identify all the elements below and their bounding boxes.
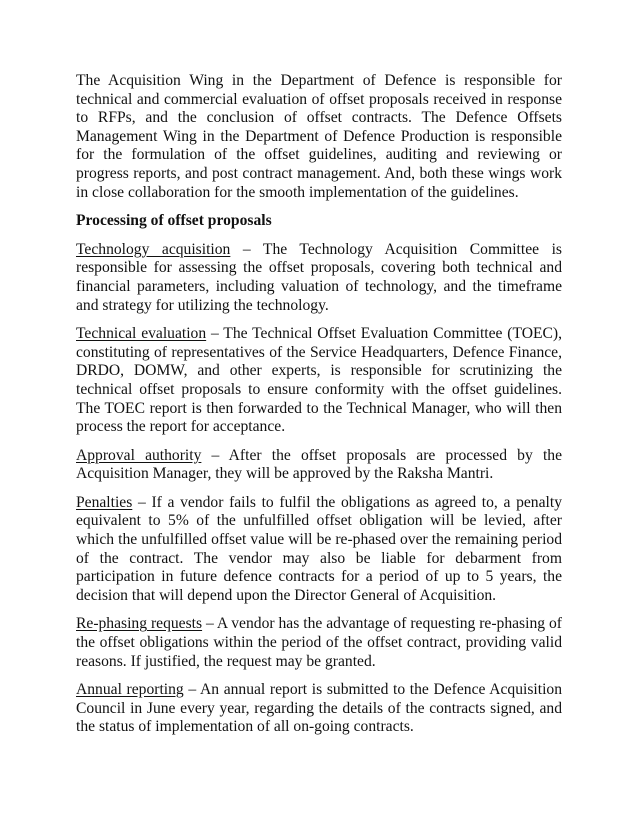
document-page <box>76 72 562 747</box>
term-approval-authority: Approval authority <box>76 446 202 464</box>
paragraph-annual-reporting <box>76 681 562 737</box>
paragraph-technology-acquisition <box>76 241 562 315</box>
text-approval-authority: – After the offset proposals are processed by the Acquisition Manager, they will be approved by the Raksha Mantri. <box>76 446 562 483</box>
term-penalties: Penalties <box>76 493 133 511</box>
intro-paragraph: The Acquisition Wing in the Department of Defence is responsible for technical and commercial evaluation of offset proposals received in response to RFPs, and the conclusion of offset contracts. The Defence Offsets Management Wing in the Department of Defence Production is responsible for the formulation of the offset guidelines, auditing and reviewing or progress reports, and post contract management. And, both these wings work in close collaboration for the smooth implementation of the guidelines. <box>76 72 562 201</box>
text-penalties: – If a vendor fails to fulfil the obligations as agreed to, a penalty equivalent to 5% of the unfulfilled offset obligation will be levied, after which the unfulfilled offset value will be re-phased over the remaining period of the contract. The vendor may also be liable for debarment from participation in future defence contracts for a period of up to 5 years, the decision that will depend upon the Director General of Acquisition. <box>76 493 562 604</box>
section-heading: Processing of offset proposals <box>76 212 272 230</box>
term-annual-reporting: Annual reporting <box>76 681 184 699</box>
paragraph-approval-authority <box>76 447 562 484</box>
paragraph-technical-evaluation <box>76 325 562 437</box>
term-technology-acquisition: Technology acquisition <box>76 240 231 258</box>
text-technical-evaluation: – The Technical Offset Evaluation Committee (TOEC), constituting of representatives of the Service Headquarters, Defence Finance, DRDO, DOMW, and other experts, is responsible for scrutinizing the technical offset proposals to ensure conformity with the offset guidelines. The TOEC report is then forwarded to the Technical Manager, who will then process the report for acceptance. <box>76 325 562 436</box>
term-technical-evaluation: Technical evaluation <box>76 325 207 343</box>
text-annual-reporting: – An annual report is submitted to the Defence Acquisition Council in June every year, regarding the details of the contracts signed, and the status of implementation of all on-going contracts. <box>76 681 562 736</box>
text-technology-acquisition: – The Technology Acquisition Committee is responsible for assessing the offset proposals, covering both technical and financial parameters, including valuation of technology, and the timeframe and strategy for utilizing the technology. <box>76 240 562 314</box>
text-re-phasing-requests: – A vendor has the advantage of requesting re-phasing of the offset obligations within the period of the offset contract, providing valid reasons. If justified, the request may be granted. <box>76 615 562 670</box>
term-re-phasing-requests: Re-phasing requests <box>76 615 203 633</box>
paragraph-penalties <box>76 494 562 606</box>
paragraph-re-phasing-requests <box>76 615 562 671</box>
